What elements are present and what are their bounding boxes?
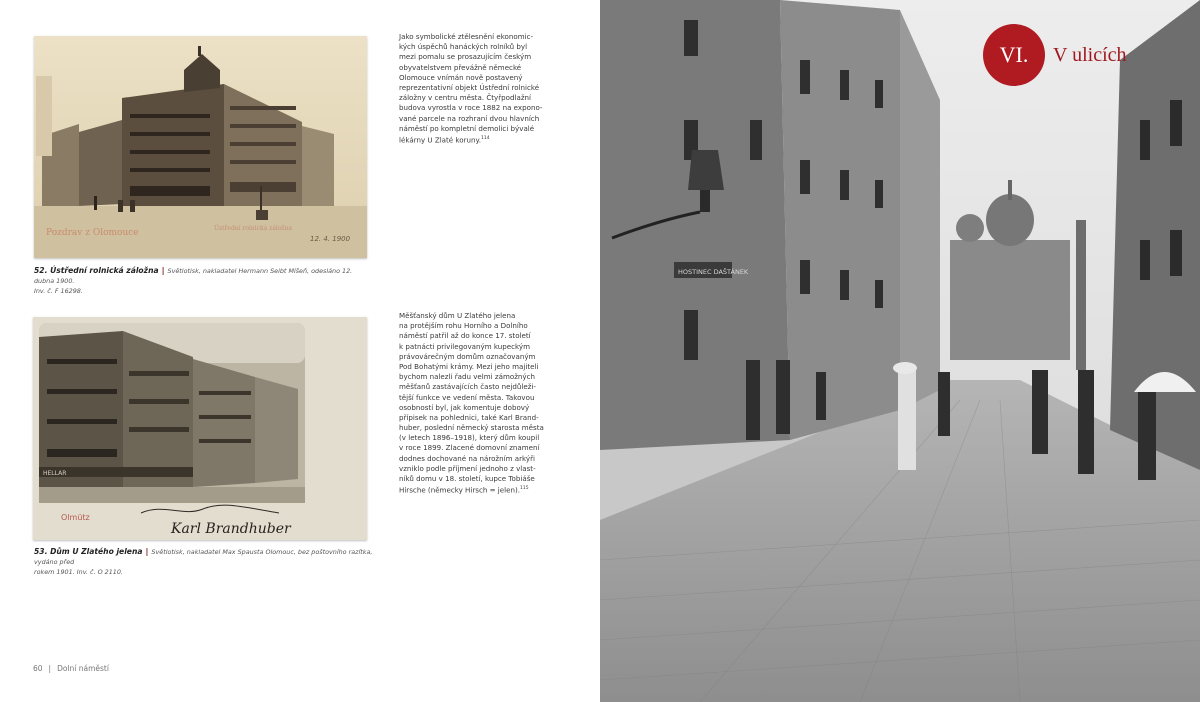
footnote-marker: 114 <box>480 135 490 141</box>
caption-text: Světlotisk, nakladatel Max Spausta Olomouc, bez poštovního razítka, vydáno před <box>34 548 373 566</box>
chapter-title: V ulicích <box>1053 43 1127 66</box>
text-line: osobností byl, jak komentuje dobový <box>399 402 530 412</box>
text-line: měšťanů zastávajících často nejdůleži- <box>399 382 536 392</box>
text-line: reprezentativní objekt Ústřední rolnické <box>399 82 540 92</box>
text-line: vzniklo podle příjmení jednoho z vlast- <box>399 463 536 473</box>
text-line: huber, poslední německý starosta města <box>399 423 544 433</box>
text-line: dodnes dochované na nárožním arkýři <box>399 453 535 463</box>
text-line: níků domu v 18. století, kupce Tobiáše <box>399 474 535 483</box>
postcard-image-golden-deer-house <box>33 317 367 540</box>
text-line: na protějším rohu Horního a Dolního <box>399 321 528 331</box>
caption-figure-52 <box>34 266 374 296</box>
caption-figure-53 <box>34 547 374 577</box>
body-text-paragraph-2 <box>399 311 559 494</box>
postcard-handwritten-date: 12. 4. 1900 <box>310 235 351 243</box>
text-line: přípisek na pohlednici, také Karl Brand- <box>399 412 539 422</box>
page-folio <box>33 664 109 673</box>
postcard-signature: Karl Brandhuber <box>171 521 291 537</box>
text-line-last <box>399 484 559 494</box>
folio-separator: | <box>48 664 52 673</box>
text-line: náměstí po kompletní demolici bývalé <box>399 123 535 133</box>
page-number: 60 <box>33 664 43 673</box>
text-line: kých úspěchů hanáckých rolníků byl <box>399 42 528 52</box>
text-line: bychom nalezli řadu velmi zámožných <box>399 372 536 382</box>
chapter-number-badge <box>983 24 1045 86</box>
postcard-building-label: Ústřední rolnická záložna <box>214 225 293 232</box>
right-page <box>600 0 1200 702</box>
caption-inventory: Inv. č. F 16298. <box>34 287 83 295</box>
caption-title: 53. Dům U Zlatého jelena <box>34 547 143 556</box>
photo-inn-sign: HOSTINEC DAŠTÁNEK <box>678 268 749 276</box>
chapter-heading <box>983 24 1127 86</box>
text-line: právovárečným domům označovaným <box>399 351 536 361</box>
text-line: (v letech 1896–1918), který dům koupil <box>399 433 540 443</box>
footnote-marker: 115 <box>520 486 529 492</box>
text-line: Jako symbolické ztělesnění ekonomic- <box>399 32 534 41</box>
caption-text-continued: rokem 1901. Inv. č. O 2110. <box>34 568 123 576</box>
caption-separator: | <box>161 266 165 275</box>
text-line: záložny v centru města. Čtyřpodlažní <box>399 93 532 103</box>
postcard-image-central-bank <box>34 36 367 258</box>
postcard-city-name: Olmütz <box>61 513 90 522</box>
text-line: vané parcele na rozhraní dvou hlavních <box>399 113 540 123</box>
text-line: Hirsche (německy Hirsch = jelen). <box>399 485 520 495</box>
caption-separator: | <box>145 547 149 556</box>
caption-title: 52. Ústřední rolnická záložna <box>34 266 159 275</box>
text-line: Olomouce vnímán nově postavený <box>399 72 523 82</box>
postcard-shop-sign: HELLAR <box>43 470 67 477</box>
body-text-paragraph-1 <box>399 32 559 144</box>
section-name: Dolní náměstí <box>57 664 109 673</box>
text-line: budova vyrostla v roce 1882 na expono- <box>399 103 543 113</box>
text-line: Měšťanský dům U Zlatého jelena <box>399 311 516 320</box>
chapter-number: VI. <box>999 42 1029 67</box>
caption-text: Světlotisk, nakladatel Hermann Seibt Míšeň, odesláno 12. dubna 1900. <box>34 267 353 285</box>
text-line: Pod Bohatými krámy. Mezi jeho majiteli <box>399 361 539 371</box>
text-line: v roce 1899. Zlacené domovní znamení <box>399 443 540 453</box>
street-photograph <box>600 0 1200 702</box>
text-line: lékárny U Zlaté koruny. <box>399 135 481 145</box>
text-line: náměstí patřil až do konce 17. století <box>399 331 531 341</box>
text-line: obyvatelstvem převážně německé <box>399 62 522 72</box>
text-line-last <box>399 134 559 144</box>
postcard-greeting-text: Pozdrav z Olomouce <box>46 228 139 238</box>
text-line: mezi pomalu se prosazujícím českým <box>399 52 532 62</box>
text-line: tější funkce ve vedení města. Takovou <box>399 392 535 402</box>
text-line: k patnácti privilegovaným kupeckým <box>399 341 531 351</box>
